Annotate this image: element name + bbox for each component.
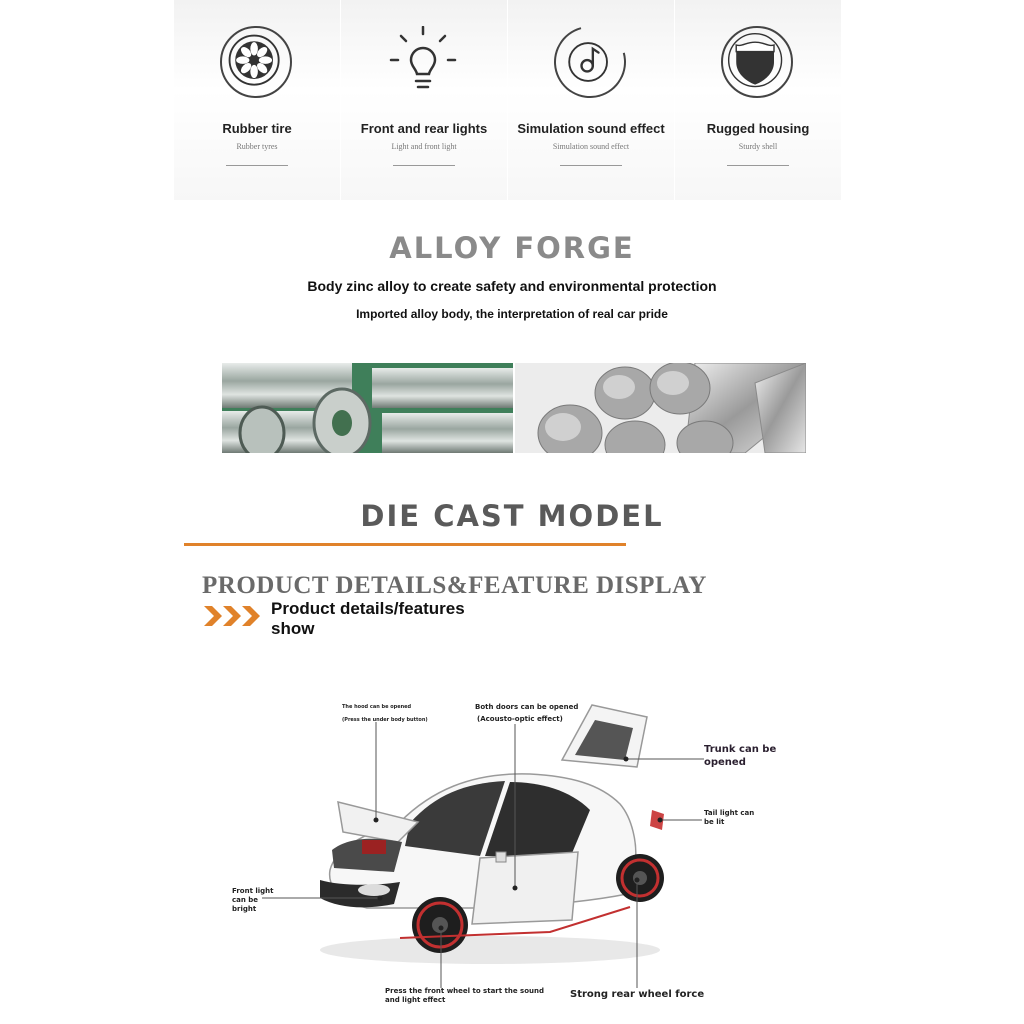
tire-icon	[220, 26, 292, 98]
callout-hood-line1: The hood can be opened	[342, 704, 412, 710]
feature-title: Rugged housing	[706, 121, 810, 136]
divider	[727, 165, 789, 166]
shield-icon	[721, 26, 793, 98]
music-note-icon	[541, 13, 639, 111]
feature-housing	[675, 0, 841, 200]
divider	[226, 165, 288, 166]
callout-trunk: Trunk can be opened	[704, 744, 777, 768]
alloy-bars-image	[515, 363, 806, 453]
callout-hood	[342, 704, 428, 724]
callout-front-light: Front light can be bright	[232, 887, 274, 913]
callout-front-wheel: Press the front wheel to start the sound and light effect	[385, 987, 545, 1004]
callout-doors	[475, 703, 578, 724]
car-model-image	[300, 700, 690, 970]
feature-subtitle: Simulation sound effect	[552, 142, 630, 151]
alloy-description: Imported alloy body, the interpretation of real car pride	[356, 307, 668, 321]
product-details-subtitle: Product details/features show	[271, 599, 465, 638]
callout-doors-line2: (Acousto-optic effect)	[477, 714, 563, 723]
callout-tail-light: Tail light can be lit	[704, 809, 755, 826]
divider	[393, 165, 455, 166]
divider	[560, 165, 622, 166]
alloy-rolls-image	[222, 363, 513, 453]
feature-title: Rubber tire	[222, 121, 292, 136]
chevrons-icon	[204, 604, 264, 628]
feature-subtitle: Sturdy shell	[738, 142, 778, 151]
feature-subtitle: Rubber tyres	[236, 142, 278, 151]
alloy-forge-title: ALLOY FORGE	[389, 231, 635, 265]
feature-title: Front and rear lights	[360, 121, 488, 136]
callout-rear-wheel: Strong rear wheel force	[570, 989, 705, 1000]
die-cast-title: DIE CAST MODEL	[360, 499, 664, 533]
feature-subtitle: Light and front light	[391, 142, 457, 151]
feature-lights	[341, 0, 507, 200]
callout-doors-line1: Both doors can be opened	[475, 703, 579, 711]
feature-sound	[508, 0, 674, 200]
alloy-tagline: Body zinc alloy to create safety and environmental protection	[307, 278, 717, 294]
feature-rubber-tire	[174, 0, 340, 200]
product-details-title: PRODUCT DETAILS&FEATURE DISPLAY	[202, 572, 707, 599]
feature-title: Simulation sound effect	[517, 121, 665, 136]
accent-divider	[184, 543, 626, 546]
callout-hood-line2: (Press the under body button)	[342, 717, 428, 724]
bulb-icon	[387, 26, 459, 98]
